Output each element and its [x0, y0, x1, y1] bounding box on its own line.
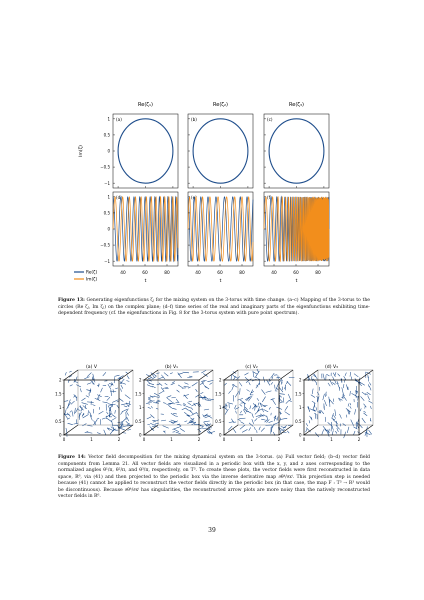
unit-circle — [118, 119, 173, 183]
x-tick-label: 80 — [315, 271, 321, 276]
box-edge — [304, 425, 318, 435]
x-tick-label: 80 — [164, 271, 170, 276]
box-edge — [199, 425, 213, 435]
figure-13-caption-text: Generating eigenfunctions ζⱼ for the mixing system on the 3-torus with time change. (a–c) Mapping of the 3-torus to the circles (Re ζⱼ, Im ζⱼ) on the complex plane; (d–f) time series of the real and imaginary parts of the eigenfunctions exhibiting time-dependent frequency (cf. the eigenfunctions in Fig. 8 for the 3-torus system with pure point spectrum). — [58, 298, 370, 316]
unit-circle — [193, 119, 248, 183]
box-edge — [359, 425, 373, 435]
y-tick-label: 2 — [298, 377, 302, 383]
y-tick-label: −0.5 — [100, 164, 110, 170]
unit-circle — [269, 119, 324, 183]
panel-label: (f) — [267, 195, 272, 200]
x-tick-label: 60 — [142, 271, 148, 276]
y-tick-label: 0.5 — [135, 418, 142, 424]
circle-panel-frame — [113, 114, 178, 188]
circle-ylabel: Im(ζ) — [79, 145, 84, 157]
x-tick-label: 1 — [90, 437, 93, 442]
vector-field-panel — [215, 364, 294, 442]
box-edge — [304, 370, 318, 380]
vector-field-panel — [295, 364, 373, 442]
series-im-line — [188, 197, 253, 261]
panel-label: (e) — [191, 195, 197, 200]
x-tick-label: 80 — [239, 271, 245, 276]
y-tick-label: 2 — [58, 377, 62, 383]
x-tick-label: 2 — [277, 437, 281, 442]
box-front-face — [224, 380, 279, 435]
y-tick-label: 0.5 — [103, 132, 110, 138]
panel-title: (b) V₁ — [165, 365, 178, 370]
x-tick-label: 1 — [330, 437, 333, 442]
box-edge — [119, 370, 133, 380]
x-tick-label: 2 — [117, 437, 121, 442]
box-front-face — [304, 380, 359, 435]
column-title: Re(ζ₃) — [289, 102, 304, 108]
y-tick-label: 0.5 — [103, 210, 110, 216]
x-tick-label: 60 — [293, 271, 299, 276]
box-edge — [359, 370, 373, 380]
page-number: 39 — [208, 527, 216, 534]
box-back-face — [158, 370, 213, 425]
panel-title: (c) V₂ — [245, 365, 258, 370]
box-back-face — [238, 370, 293, 425]
box-edge — [224, 425, 238, 435]
y-tick-label: 1.5 — [55, 391, 62, 397]
vector-field-panel — [135, 364, 215, 442]
y-tick-label: 1.5 — [135, 391, 142, 397]
panel-title: (a) V — [85, 365, 98, 370]
figure-13-caption — [58, 298, 370, 318]
box-edge — [119, 425, 133, 435]
x-tick-label: 0 — [222, 437, 226, 442]
x-tick-label: 0 — [62, 437, 66, 442]
y-tick-label: −0.5 — [100, 242, 110, 248]
x-tick-label: 0 — [142, 437, 146, 442]
vector-arrows — [64, 371, 132, 436]
box-front-face — [144, 380, 199, 435]
y-tick-label: 1 — [138, 405, 142, 410]
x-axis-label: t — [219, 279, 222, 284]
box-edge — [279, 370, 293, 380]
y-tick-label: −1 — [104, 180, 110, 186]
box-back-face — [318, 370, 373, 425]
y-tick-label: −1 — [104, 258, 110, 264]
panel-title: (d) V₃ — [325, 365, 338, 370]
panel-label: (a) — [116, 117, 122, 122]
legend-re-label: Re(ζ) — [86, 270, 98, 276]
y-tick-label: 0.5 — [215, 418, 222, 424]
panel-label: (c) — [267, 117, 273, 122]
box-edge — [144, 425, 158, 435]
y-tick-label: 0.5 — [55, 418, 62, 424]
y-tick-label: 1 — [298, 405, 302, 410]
x-axis-label: t — [144, 279, 147, 284]
box-edge — [144, 370, 158, 380]
vector-arrows — [223, 369, 295, 435]
y-tick-label: 0.5 — [295, 418, 302, 424]
y-tick-label: 0 — [138, 432, 142, 438]
box-edge — [64, 370, 78, 380]
box-edge — [199, 370, 213, 380]
y-tick-label: 1 — [58, 405, 62, 410]
y-tick-label: 0 — [58, 432, 62, 438]
vector-arrows — [146, 370, 215, 434]
box-front-face — [64, 380, 119, 435]
y-tick-label: 2 — [138, 377, 142, 383]
x-tick-label: 40 — [271, 271, 277, 276]
y-tick-label: 1 — [107, 116, 110, 122]
panel-label: (d) — [116, 195, 122, 200]
x-tick-label: 40 — [195, 271, 201, 276]
y-tick-label: 0 — [107, 148, 110, 154]
vector-arrows — [306, 372, 373, 438]
legend-im-label: Im(ζ) — [86, 277, 98, 283]
figure-13-caption-label: Figure 13: — [58, 298, 85, 303]
x-tick-label: 60 — [217, 271, 223, 276]
column-title: Re(ζ₁) — [138, 102, 153, 108]
x-tick-label: 1 — [170, 437, 173, 442]
column-title: Re(ζ₂) — [213, 102, 228, 108]
box-edge — [64, 425, 78, 435]
y-tick-label: 0 — [298, 432, 302, 438]
x-axis-label: t — [295, 279, 298, 284]
y-tick-label: 1.5 — [295, 391, 302, 397]
x-tick-label: 2 — [197, 437, 201, 442]
figure-14-caption — [58, 455, 370, 501]
box-edge — [279, 425, 293, 435]
y-tick-label: 0 — [218, 432, 222, 438]
x-tick-label: 0 — [302, 437, 306, 442]
circle-panel-frame — [188, 114, 253, 188]
box-edge — [224, 370, 238, 380]
y-tick-label: 1 — [218, 405, 222, 410]
circle-panel-frame — [264, 114, 329, 188]
x-tick-label: 1 — [250, 437, 253, 442]
vector-field-panel — [55, 364, 133, 442]
y-tick-label: 1.5 — [215, 391, 222, 397]
x-tick-label: 2 — [357, 437, 361, 442]
panel-label: (b) — [191, 117, 197, 122]
box-back-face — [78, 370, 133, 425]
x-tick-label: 40 — [120, 271, 126, 276]
y-tick-label: 0 — [107, 226, 110, 232]
figure-14-caption-text: Vector field decomposition for the mixing dynamical system on the 3-torus. (a) Full vector field; (b–d) vector field components from Lemma 21. All vector fields are visualized in a periodic box with the x, y, and z axes corresponding to the normalized angles θ¹/π, θ²/π, and θ³/π, respectively, on T³. To create these plots, the vector fields were first reconstructed in data space, R⁶, via (41) and then projected to the periodic box via the inverse derivative map ∂θᵏ/∂xⁱ. This projection step is needed because (41) cannot be applied to reconstruct the vector fields directly in the periodic box (in that case, the map F : T³ → R³ would be discontinuous). Because ∂θᵏ/∂xⁱ has singularities, the reconstructed arrow plots are more noisy than the natively reconstructed vector fields in R⁶. — [58, 455, 370, 499]
y-tick-label: 1 — [107, 194, 110, 200]
y-tick-label: 2 — [218, 377, 222, 383]
figure-14-caption-label: Figure 14: — [58, 455, 86, 460]
